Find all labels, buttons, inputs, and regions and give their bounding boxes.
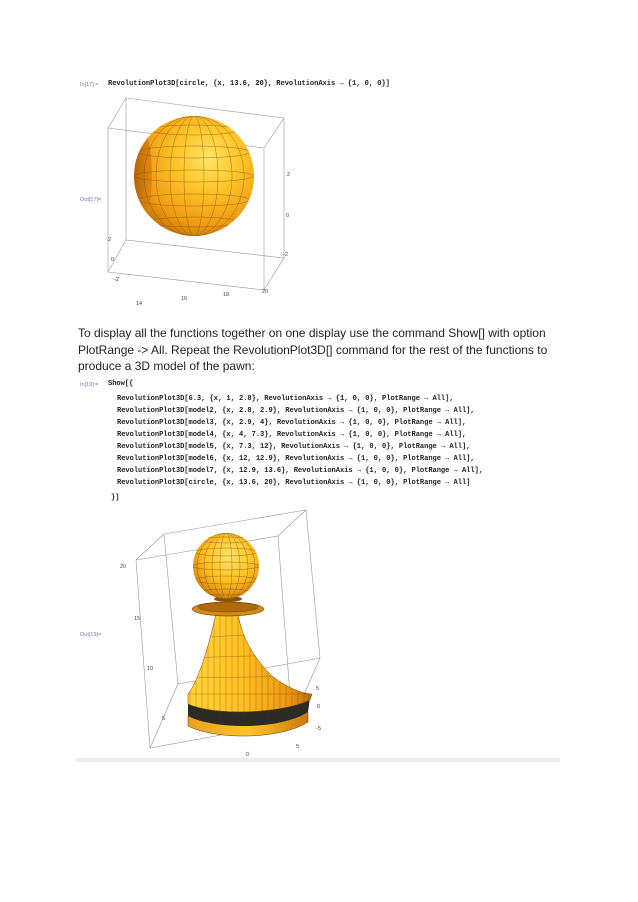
code-line: RevolutionPlot3D[6.3, {x, 1, 2.8}, RevolutionAxis → {1, 0, 0}, PlotRange → All], [117, 395, 454, 403]
input-label-19: In[19]:= [80, 382, 99, 388]
code-line: Show[{ [108, 380, 134, 388]
instruction-paragraph [78, 325, 558, 375]
code-line: RevolutionPlot3D[model7, {x, 12.9, 13.6}, RevolutionAxis → {1, 0, 0}, PlotRange → All], [117, 467, 484, 475]
tick-label: 2 [287, 172, 291, 178]
tick-label: 16 [181, 296, 188, 302]
code-line: RevolutionPlot3D[circle, {x, 13.6, 20}, RevolutionAxis → {1, 0, 0}, PlotRange → All] [117, 479, 471, 487]
tick-label: -2 [114, 277, 119, 283]
tick-label: 20 [120, 564, 127, 570]
tick-label: 2 [108, 237, 112, 243]
page-divider [76, 758, 560, 762]
pawn-head [193, 533, 259, 599]
output-label-19: Out[19]= [80, 632, 102, 638]
code-line: }] [111, 494, 120, 502]
tick-label: 5 [162, 716, 166, 722]
tick-label: 0 [111, 257, 115, 263]
code-line: RevolutionPlot3D[model6, {x, 12, 12.9}, RevolutionAxis → {1, 0, 0}, PlotRange → All], [117, 455, 475, 463]
input-label-17: In[17]:= [80, 82, 99, 88]
pawn-collar [192, 596, 264, 616]
sphere-plot-17[interactable] [96, 90, 306, 310]
paragraph-line: To display all the functions together on one display use the command Show[] with option [78, 326, 546, 340]
tick-label: 0 [286, 213, 290, 219]
code-line: RevolutionPlot3D[model5, {x, 7.3, 12}, RevolutionAxis → {1, 0, 0}, PlotRange → All], [117, 443, 471, 451]
tick-label: -2 [283, 252, 288, 258]
paragraph-line: produce a 3D model of the pawn: [78, 359, 255, 373]
tick-label: 0 [246, 752, 250, 758]
pawn-plot-19[interactable] [120, 508, 340, 770]
code-line: RevolutionPlot3D[model4, {x, 4, 7.3}, RevolutionAxis → {1, 0, 0}, PlotRange → All], [117, 431, 467, 439]
tick-label: 15 [134, 616, 141, 622]
tick-label: 5 [296, 744, 300, 750]
tick-label: 20 [262, 289, 269, 295]
pawn-body [180, 614, 320, 720]
output-label-17: Out[17]= [80, 197, 102, 203]
tick-label: 5 [316, 686, 320, 692]
code-line: RevolutionPlot3D[model3, {x, 2.9, 4}, RevolutionAxis → {1, 0, 0}, PlotRange → All], [117, 419, 467, 427]
tick-label: 10 [147, 666, 154, 672]
tick-label: 14 [136, 301, 143, 307]
code-line-17[interactable]: RevolutionPlot3D[circle, {x, 13.6, 20}, RevolutionAxis → {1, 0, 0}] [108, 80, 390, 88]
paragraph-line: PlotRange -> All. Repeat the RevolutionPlot3D[] command for the rest of the functions to [78, 342, 548, 357]
tick-label: 0 [317, 704, 321, 710]
sphere-surface [128, 116, 254, 236]
tick-label: -5 [316, 726, 321, 732]
code-line: RevolutionPlot3D[model2, {x, 2.8, 2.9}, RevolutionAxis → {1, 0, 0}, PlotRange → All], [117, 407, 475, 415]
tick-label: 18 [223, 292, 230, 298]
